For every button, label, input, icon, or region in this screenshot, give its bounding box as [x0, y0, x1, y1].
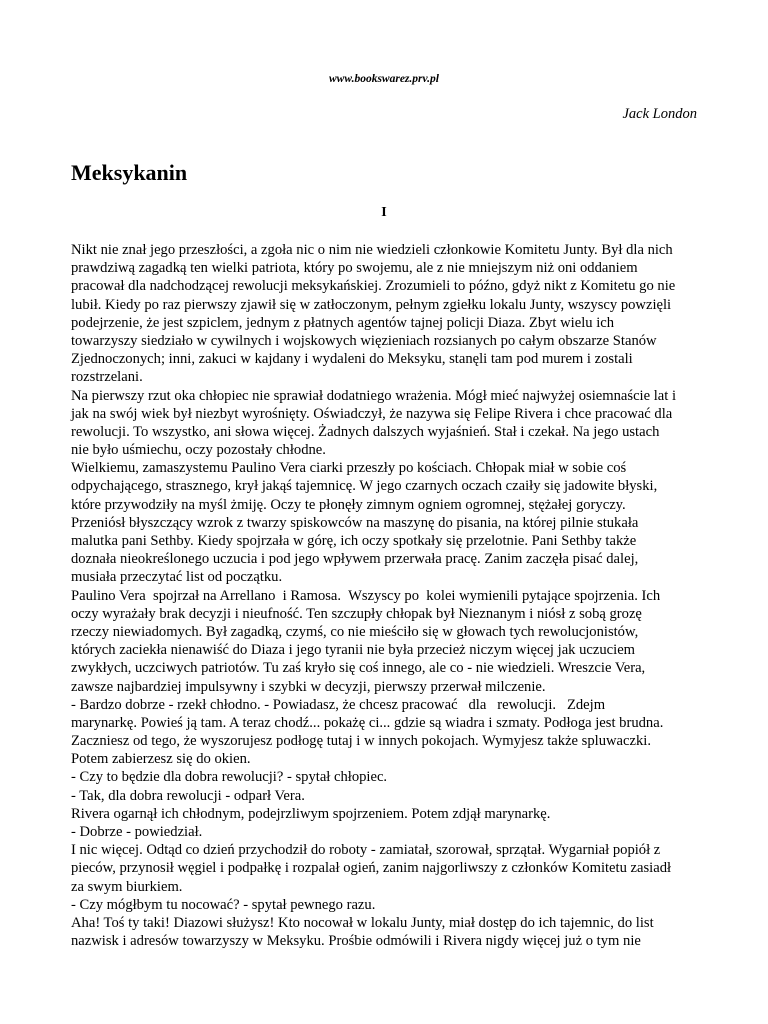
author-name: Jack London — [622, 106, 697, 122]
text-line: - Dobrze - powiedział. — [71, 824, 203, 840]
text-line: zwykłych, uczciwych patriotów. Tu zaś kryło się coś innego, ale co - nie wiedzieli. Wreszcie Vera, — [71, 660, 646, 677]
text-line: rozstrzelani. — [71, 369, 143, 386]
text-line: musiała przeczytać list od początku. — [71, 569, 283, 586]
text-line: - Tak, dla dobra rewolucji - odparł Vera. — [71, 787, 305, 804]
text-line: Zaczniesz od tego, że wyszorujesz podłogę tutaj i w innych pokojach. Wymyjesz także spluwaczki. — [71, 733, 651, 750]
text-line: towarzyszy siedziało w cywilnych i wojskowych więzieniach rozsianych po całym obszarze Stanów — [71, 332, 657, 349]
text-line: pieców, przynosił węgiel i podpałkę i rozpalał ogień, zanim najgorliwszy z członków Komitetu zasiadł — [71, 860, 672, 877]
text-line: pracował dla nadchodzącej rewolucji meksykańskiej. Zrozumieli to późno, gdyż nikt z Komitetu go nie — [71, 278, 676, 295]
text-line: Zjednoczonych; inni, zakuci w kajdany i wydaleni do Meksyku, stanęli tam pod murem i zostali — [71, 351, 633, 368]
text-line: marynarkę. Powieś ją tam. A teraz chodź... pokażę ci... gdzie są wiadra i szmaty. Podłoga jest brudna. — [71, 714, 664, 731]
text-line: - Czy to będzie dla dobra rewolucji? - spytał chłopiec. — [71, 769, 388, 786]
text-line: doznała nieokreślonego uczucia i pod jego wpływem przerwała pracę. Zanim zaczęła pisać dalej, — [71, 551, 639, 568]
text-line: Potem zabierzesz się do okien. — [71, 751, 251, 768]
text-line: Aha! Toś ty taki! Diazowi służysz! Kto nocował w lokalu Junty, miał dostęp do ich tajemnic, do list — [71, 914, 654, 931]
text-line: - Bardzo dobrze - rzekł chłodno. - Powiadasz, że chcesz pracować dla rewolucji. Zdejm — [71, 696, 606, 713]
text-line: rzeczy niewiadomych. Był zagadką, czymś, co nie mieściło się w głowach tych rewolucjonistów, — [71, 623, 639, 640]
chapter-heading: I — [381, 205, 387, 220]
text-line: których zaciekła nienawiść do Diaza i jego tyranii nie była przecież niczym więcej jak uczuciem — [71, 642, 636, 659]
text-line: oczy wyrażały brak decyzji i nieufność. Ten szczupły chłopak był Nieznanym i niósł z sobą grozę — [71, 605, 642, 622]
text-line: nazwisk i adresów towarzyszy w Meksyku. Prośbie odmówili i Rivera nigdy więcej już o tym nie — [71, 933, 641, 950]
text-line: nie było uśmiechu, oczy pozostały chłodne. — [71, 442, 326, 459]
text-line: Przeniósł błyszczący wzrok z twarzy spiskowców na maszynę do pisania, na której pilnie stukała — [71, 514, 639, 531]
text-line: odpychającego, strasznego, krył jakąś tajemnicę. W jego czarnych oczach czaiły się jadowite błyski, — [71, 478, 658, 495]
text-line: Paulino Vera spojrzał na Arrellano i Ramosa. Wszyscy po kolei wymienili pytające spojrzenia. Ich — [71, 587, 661, 604]
text-line: Wielkiemu, zamaszystemu Paulino Vera ciarki przeszły po kościach. Chłopak miał w sobie coś — [71, 460, 627, 477]
body-text — [71, 241, 699, 950]
text-line: Nikt nie znał jego przeszłości, a zgoła nic o nim nie wiedzieli członkowie Komitetu Junty. Był dla nich — [71, 242, 673, 258]
text-line: malutka pani Sethby. Kiedy spojrzała w górę, ich oczy spotkały się przelotnie. Pani Sethby także — [71, 533, 637, 549]
text-line: Na pierwszy rzut oka chłopiec nie sprawiał dodatniego wrażenia. Mógł mieć najwyżej osiemnaście lat i — [71, 387, 677, 404]
text-line: jak na swój wiek był niezbyt wyrośnięty. Oświadczył, że nazywa się Felipe Rivera i chce pracować dla — [71, 405, 673, 422]
text-line: podejrzenie, że jest szpiclem, jednym z płatnych agentów tajnej policji Diaza. Zbyt wielu ich — [71, 314, 615, 331]
text-line: - Czy mógłbym tu nocować? - spytał pewnego razu. — [71, 896, 376, 913]
document-title: Meksykanin — [71, 160, 188, 185]
text-line: rewolucji. To wszystko, ani słowa więcej. Żadnych dalszych wyjaśnień. Stał i czekał. Na jego ustach — [71, 423, 660, 440]
text-line: zawsze najbardziej impulsywny i szybki w decyzji, pierwszy przerwał milczenie. — [71, 678, 546, 695]
site-url: www.bookswarez.prv.pl — [328, 73, 439, 85]
text-line: I nic więcej. Odtąd co dzień przychodził do roboty - zamiatał, szorował, sprzątał. Wygarniał popiół z — [71, 842, 661, 859]
text-line: Rivera ogarnął ich chłodnym, podejrzliwym spojrzeniem. Potem zdjął marynarkę. — [71, 805, 551, 822]
text-line: prawdziwą zagadką ten wielki patriota, który po swojemu, ale z nie mniejszym niż oni oddaniem — [71, 260, 638, 277]
text-line: lubił. Kiedy po raz pierwszy zjawił się w zatłoczonym, pełnym zgiełku lokalu Junty, wszyscy powzięli — [71, 296, 672, 313]
text-line: które przywodziły na myśl żmiję. Oczy te płonęły zimnym ogniem ogromnej, stężałej goryczy. — [71, 496, 626, 513]
text-line: za swym biurkiem. — [71, 878, 183, 895]
